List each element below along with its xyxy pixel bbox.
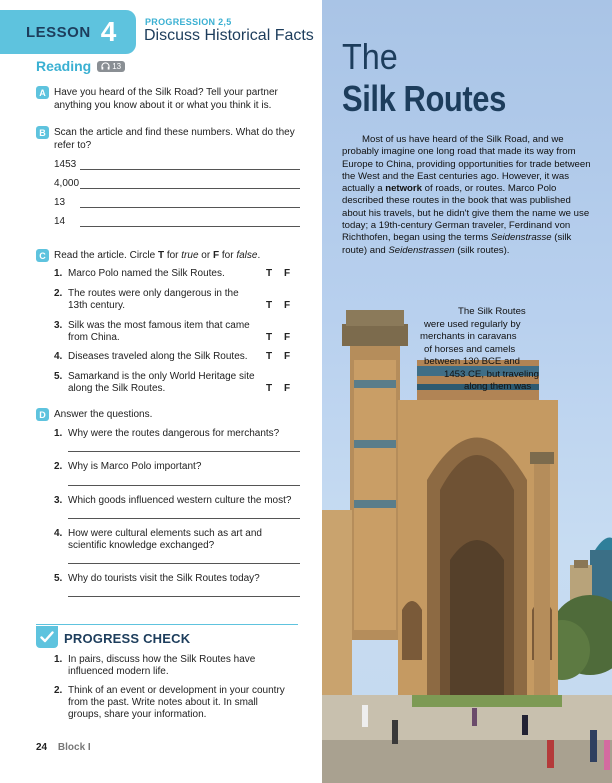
instruction-text: . bbox=[257, 250, 261, 261]
article-title-line1: The bbox=[342, 36, 398, 77]
instruction-f: F bbox=[212, 250, 220, 261]
item-number: 4. bbox=[54, 528, 63, 539]
article-italic-term: Seidenstrassen bbox=[388, 244, 455, 256]
progress-item-text: In pairs, discuss how the Silk Routes have influenced modern life. bbox=[68, 654, 256, 677]
number-label: 4,000 bbox=[54, 178, 80, 189]
headphones-icon bbox=[101, 62, 110, 70]
item-number: 3. bbox=[54, 320, 63, 331]
item-statement: Samarkand is the only World Heritage site along the Silk Routes. bbox=[68, 371, 255, 394]
question-text: Why were the routes dangerous for merchants? bbox=[68, 428, 280, 439]
answer-line[interactable] bbox=[68, 485, 300, 486]
right-page bbox=[322, 0, 612, 783]
lesson-tab bbox=[0, 10, 136, 54]
article-paragraph-2-line: of horses and camels bbox=[424, 344, 516, 355]
page-number: 24 bbox=[36, 742, 48, 753]
item-statement: The routes were only dangerous in the 13th century. bbox=[68, 288, 239, 311]
article-title-line2: Silk Routes bbox=[342, 78, 506, 119]
section-b-instruction: Scan the article and find these numbers. What do they refer to? bbox=[54, 127, 295, 151]
article-text: of roads, or routes. Marco Polo described these routes in the book that was published about his travels, but he didn't give them the name we use today; a 19th-century German traveler, Ferdinand von Richthofen, began using the terms bbox=[342, 183, 590, 244]
false-option[interactable]: F bbox=[283, 300, 291, 311]
section-a-letter: A bbox=[36, 86, 49, 99]
true-option[interactable]: T bbox=[265, 351, 273, 362]
number-answer-row bbox=[54, 216, 300, 227]
section-c-instruction bbox=[54, 249, 304, 262]
true-false-options bbox=[260, 383, 296, 395]
lesson-label: LESSON bbox=[26, 23, 91, 41]
item-number: 3. bbox=[54, 495, 63, 506]
item-statement: Marco Polo named the Silk Routes. bbox=[68, 268, 225, 279]
false-option[interactable]: F bbox=[283, 351, 291, 362]
reading-title: Reading bbox=[36, 58, 92, 74]
page-footer bbox=[36, 742, 91, 753]
article-paragraph-2-line: 1453 CE, but traveling bbox=[444, 369, 539, 380]
number-label: 1453 bbox=[54, 159, 77, 170]
false-option[interactable]: F bbox=[283, 268, 291, 279]
number-answer-row bbox=[54, 178, 300, 189]
article-bold-word: network bbox=[385, 183, 422, 195]
audio-track-number: 13 bbox=[112, 61, 122, 71]
article-text: (silk routes). bbox=[454, 244, 510, 256]
answer-line[interactable] bbox=[68, 563, 300, 564]
item-number: 1. bbox=[54, 654, 63, 665]
progress-item-text: Think of an event or development in your country from the past. Write notes about it. In small groups, share your information. bbox=[68, 685, 285, 720]
article-paragraph-2-line: along them was bbox=[464, 381, 532, 392]
number-answer-row bbox=[54, 159, 300, 170]
reading-heading bbox=[36, 58, 125, 74]
section-d-letter: D bbox=[36, 408, 49, 421]
number-label: 14 bbox=[54, 216, 66, 227]
instruction-false: false bbox=[236, 250, 258, 261]
instruction-true: true bbox=[181, 250, 199, 261]
item-number: 2. bbox=[54, 461, 63, 472]
section-a-instruction: Have you heard of the Silk Road? Tell your partner anything you know about it or what you think it is. bbox=[54, 87, 278, 111]
section-c-letter: C bbox=[36, 249, 49, 262]
answer-line[interactable] bbox=[80, 197, 300, 208]
answer-line[interactable] bbox=[80, 178, 300, 189]
answer-line[interactable] bbox=[68, 518, 300, 519]
item-number: 1. bbox=[54, 268, 63, 279]
true-option[interactable]: T bbox=[265, 383, 273, 394]
checkmark-icon bbox=[36, 626, 58, 648]
item-statement: Silk was the most famous item that came from China. bbox=[68, 320, 250, 343]
true-false-options bbox=[260, 268, 296, 280]
item-number: 5. bbox=[54, 371, 63, 382]
article-paragraph-2-line: were used regularly by bbox=[424, 319, 521, 330]
audio-track-badge[interactable] bbox=[97, 61, 125, 72]
question-text: Why is Marco Polo important? bbox=[68, 461, 202, 472]
article-text: Most of us have heard of the Silk Road, and we probably imagine one long road that made its way from Europe to China, providing opportunities for trade between the West and the East centuries ago. However, it was actually a bbox=[342, 134, 591, 195]
answer-line[interactable] bbox=[68, 596, 300, 597]
question-text: How were cultural elements such as art and scientific knowledge exchanged? bbox=[68, 528, 262, 551]
false-option[interactable]: F bbox=[283, 332, 291, 343]
item-number: 1. bbox=[54, 428, 63, 439]
progression-label: PROGRESSION 2,5 bbox=[145, 17, 232, 27]
instruction-text: Read the article. Circle bbox=[54, 250, 158, 261]
item-number: 2. bbox=[54, 685, 63, 696]
instruction-text: for bbox=[164, 250, 182, 261]
instruction-t: T bbox=[157, 250, 165, 261]
article-italic-term: Seidenstrasse bbox=[490, 232, 552, 244]
progression-title: Discuss Historical Facts bbox=[144, 27, 314, 44]
item-number: 4. bbox=[54, 351, 63, 362]
item-number: 2. bbox=[54, 288, 63, 299]
number-label: 13 bbox=[54, 197, 66, 208]
answer-line[interactable] bbox=[80, 216, 300, 227]
item-number: 5. bbox=[54, 573, 63, 584]
lesson-number: 4 bbox=[100, 16, 117, 47]
true-option[interactable]: T bbox=[265, 300, 273, 311]
true-option[interactable]: T bbox=[265, 268, 273, 279]
false-option[interactable]: F bbox=[283, 383, 291, 394]
true-false-options bbox=[260, 300, 296, 312]
instruction-text: for bbox=[219, 250, 237, 261]
section-d-instruction: Answer the questions. bbox=[54, 409, 153, 420]
question-text: Which goods influenced western culture the most? bbox=[68, 495, 292, 506]
article-paragraph-2-line: The Silk Routes bbox=[458, 306, 526, 317]
article-paragraph-2-line: merchants in caravans bbox=[420, 331, 517, 342]
instruction-text: or bbox=[198, 250, 213, 261]
true-false-options bbox=[260, 332, 296, 344]
answer-line[interactable] bbox=[80, 159, 300, 170]
answer-line[interactable] bbox=[68, 451, 300, 452]
item-statement: Diseases traveled along the Silk Routes. bbox=[68, 351, 248, 362]
progress-check-title: PROGRESS CHECK bbox=[64, 631, 191, 646]
progress-check-divider bbox=[36, 624, 298, 625]
block-label: Block I bbox=[57, 742, 91, 753]
section-b-letter: B bbox=[36, 126, 49, 139]
article-paragraph-2-line: between 130 BCE and bbox=[424, 356, 521, 367]
number-answer-row bbox=[54, 197, 300, 208]
question-text: Why do tourists visit the Silk Routes today? bbox=[68, 573, 260, 584]
true-false-options bbox=[260, 351, 296, 363]
article-paragraph-1 bbox=[342, 134, 592, 257]
true-option[interactable]: T bbox=[265, 332, 273, 343]
article-text: (silk route) and bbox=[342, 232, 572, 256]
